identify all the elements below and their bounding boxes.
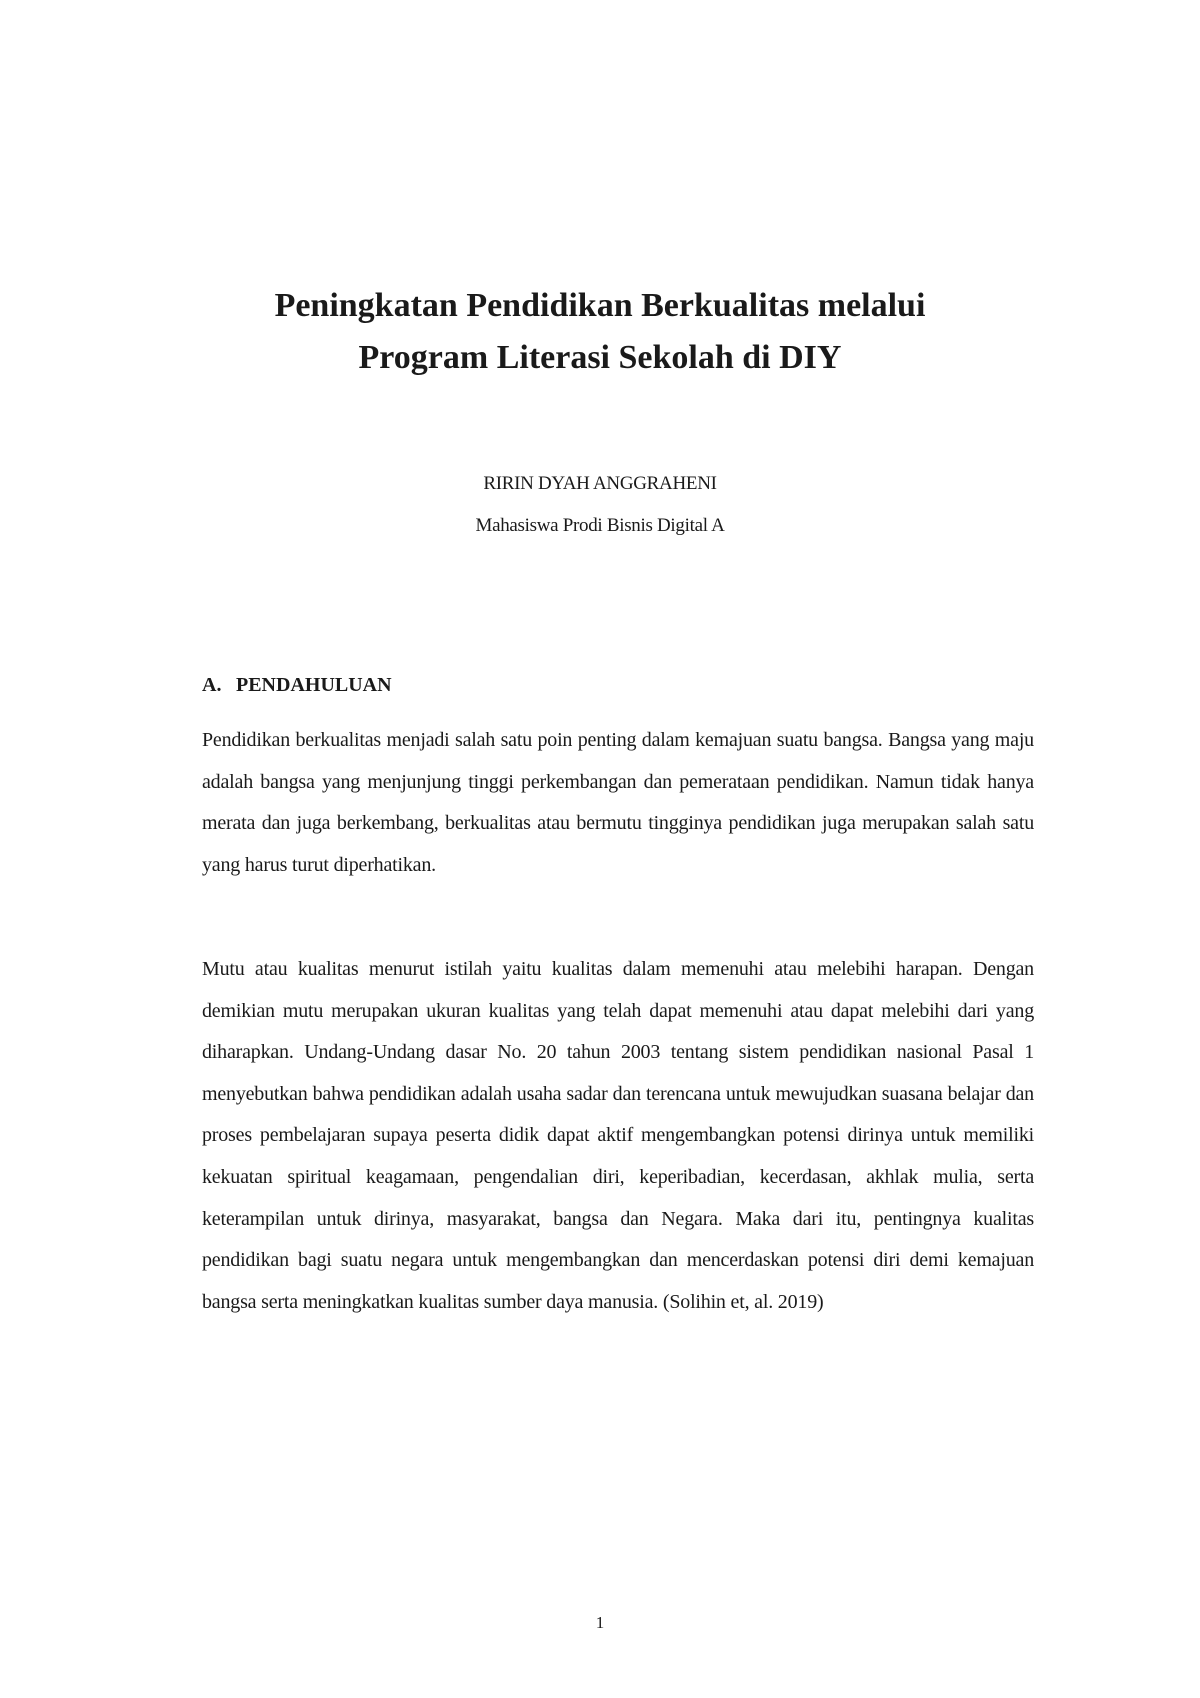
title-line-1: Peningkatan Pendidikan Berkualitas melalui xyxy=(274,287,926,324)
title-line-2: Program Literasi Sekolah di DIY xyxy=(358,339,842,376)
author-affiliation: Mahasiswa Prodi Bisnis Digital A xyxy=(475,515,725,536)
page-number: 1 xyxy=(595,1613,605,1632)
section-title: PENDAHULUAN xyxy=(236,674,392,696)
paragraph-1: Pendidikan berkualitas menjadi salah satu poin penting dalam kemajuan suatu bangsa. Bangsa yang maju adalah bangsa yang menjunjung tinggi perkembangan dan pemerataan pendidikan. Namun tidak hanya merata dan juga berkembang, berkualitas atau bermutu tingginya pendidikan juga merupakan salah satu yang harus turut diperhatikan. xyxy=(202,729,1034,876)
document-title xyxy=(0,280,1200,384)
section-number: A. xyxy=(202,674,222,696)
author-name: RIRIN DYAH ANGGRAHENI xyxy=(483,473,717,494)
paragraph-2: Mutu atau kualitas menurut istilah yaitu kualitas dalam memenuhi atau melebihi harapan. Dengan demikian mutu merupakan ukuran kualitas yang telah dapat memenuhi atau dapat melebihi dari yang diharapkan. Undang-Undang dasar No. 20 tahun 2003 tentang sistem pendidikan nasional Pasal 1 menyebutkan bahwa pendidikan adalah usaha sadar dan terencana untuk mewujudkan suasana belajar dan proses pembelajaran supaya peserta didik dapat aktif mengembangkan potensi dirinya untuk memiliki kekuatan spiritual keagamaan, pengendalian diri, keperibadian, kecerdasan, akhlak mulia, serta keterampilan untuk dirinya, masyarakat, bangsa dan Negara. Maka dari itu, pentingnya kualitas pendidikan bagi suatu negara untuk mengembangkan dan mencerdaskan potensi diri demi kemajuan bangsa serta meningkatkan kualitas sumber daya manusia. (Solihin et, al. 2019) xyxy=(202,958,1034,1313)
section-heading xyxy=(202,672,392,698)
